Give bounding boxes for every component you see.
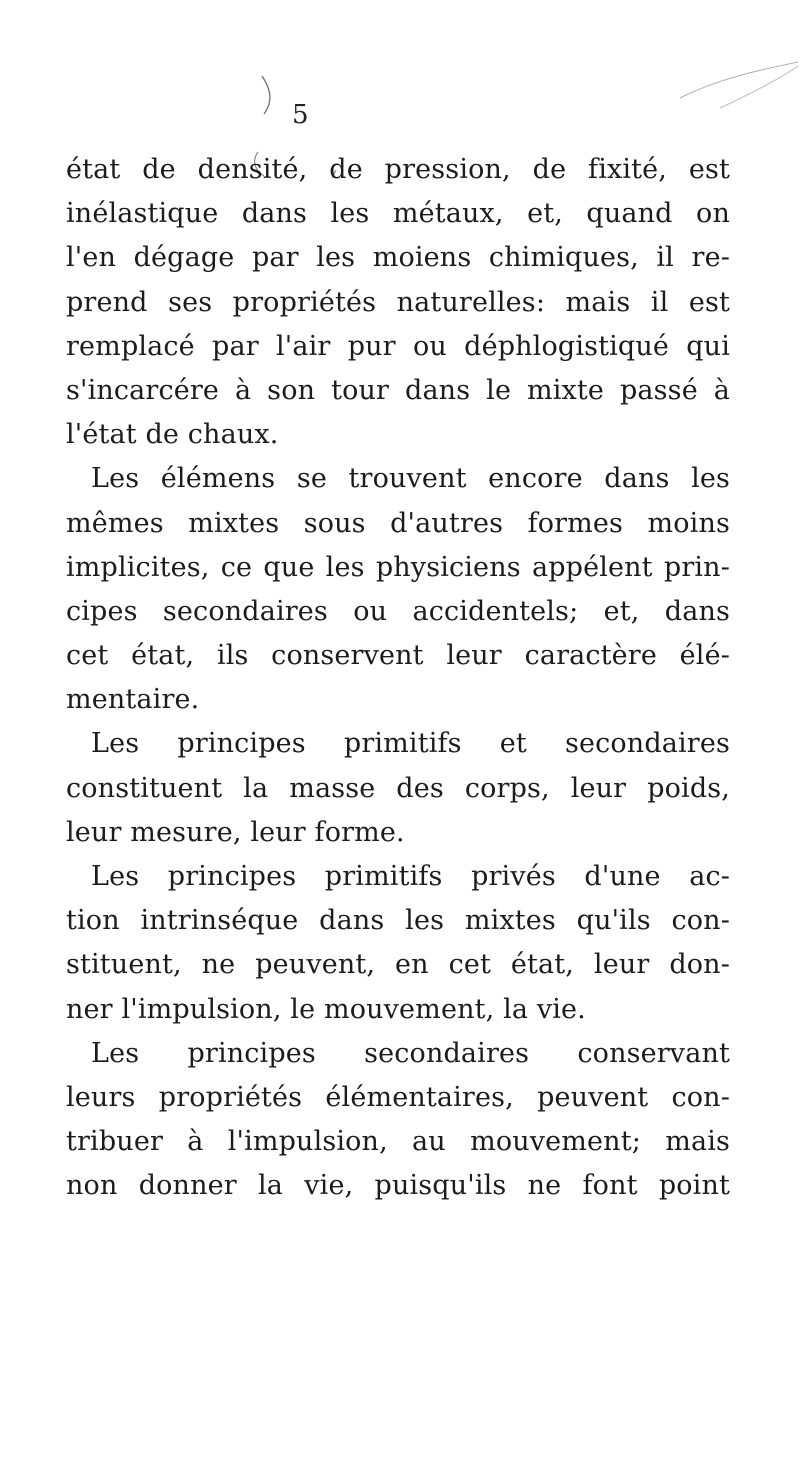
text-line: cet état, ils conservent leur caractère élé- [66, 640, 730, 672]
text-line: implicites, ce que les physiciens appélent prin- [66, 551, 730, 583]
text-line: l'en dégage par les moiens chimiques, il re- [66, 242, 730, 274]
text-line: tribuer à l'impulsion, au mouvement; mais [66, 1126, 730, 1158]
text-line: non donner la vie, puisqu'ils ne font point [66, 1170, 730, 1202]
text-line: tion intrinséque dans les mixtes qu'ils con- [66, 905, 730, 937]
text-line: stituent, ne peuvent, en cet état, leur don- [66, 949, 730, 981]
text-line: mêmes mixtes sous d'autres formes moins [66, 507, 730, 539]
text-line: constituent la masse des corps, leur poids, [66, 772, 730, 804]
text-line: cipes secondaires ou accidentels; et, dans [66, 595, 730, 627]
text-line: leurs propriétés élémentaires, peuvent con- [66, 1081, 730, 1113]
text-line: prend ses propriétés naturelles: mais il est [66, 286, 730, 318]
pencil-mark-corner [660, 0, 800, 110]
text-line: mentaire. [66, 684, 200, 716]
text-line: l'état de chaux. [66, 419, 279, 451]
text-line: inélastique dans les métaux, et, quand on [66, 198, 730, 230]
page-number: 5 [292, 100, 309, 130]
text-line: Les principes primitifs privés d'une ac- [91, 861, 730, 892]
text-line: Les principes primitifs et secondaires [91, 728, 730, 760]
text-line: remplacé par l'air pur ou déphlogistiqué qui [66, 330, 730, 362]
body-text [66, 148, 730, 1209]
text-line: s'incarcére à son tour dans le mixte passé à [66, 374, 730, 406]
text-line: leur mesure, leur forme. [66, 816, 405, 848]
text-line: ner l'impulsion, le mouvement, la vie. [66, 993, 586, 1025]
text-line: Les principes secondaires conservant [91, 1037, 730, 1069]
text-line: état de densité, de pression, de fixité, est [66, 154, 730, 185]
text-line: Les élémens se trouvent encore dans les [91, 463, 730, 495]
